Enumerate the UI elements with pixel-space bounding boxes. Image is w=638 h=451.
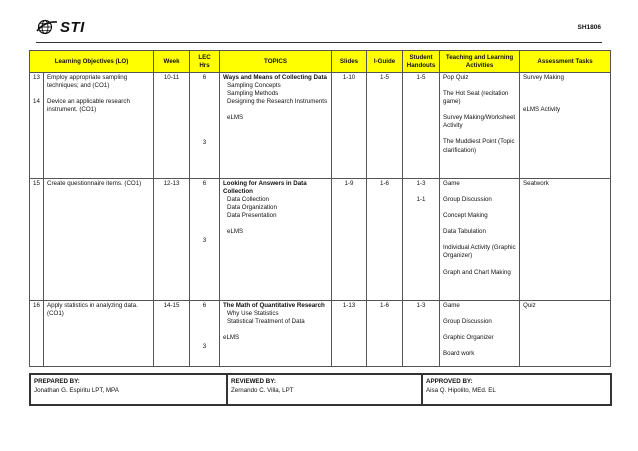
topic-extra: eLMS [227, 114, 244, 122]
topic-title: Ways and Means of Collecting Data [223, 74, 327, 81]
topics-cell [220, 301, 332, 367]
iguide-cell: 1-6 [367, 301, 403, 367]
row-number: 13 [33, 74, 40, 81]
slides-cell: 1-9 [332, 179, 367, 301]
activity-item: Graph and Chart Making [443, 268, 511, 276]
reviewed-by-label: REVIEWED BY: [231, 378, 276, 385]
lec-hrs-value: 3 [202, 343, 207, 351]
reviewed-by-name: Zernando C. Villa, LPT [231, 387, 294, 394]
topic-item: Statistical Treatment of Data [227, 318, 305, 326]
lec-hrs-value: 6 [202, 302, 207, 309]
row-number: 14 [33, 98, 40, 106]
activity-item: Group Discussion [443, 318, 492, 326]
objectives-cell [44, 179, 154, 301]
activity-item: Game [443, 302, 460, 309]
slides-cell: 1-10 [332, 73, 367, 179]
lec-hrs-value: 3 [202, 139, 207, 147]
col-header-topics: TOPICS [220, 51, 332, 73]
objective-text: Create questionnaire items. (CO1) [47, 180, 142, 187]
logo-text: STI [60, 18, 85, 36]
table-row [30, 301, 611, 367]
lec-hrs-value: 3 [202, 237, 207, 245]
topic-item: Data Collection [227, 196, 269, 204]
col-header-lec-hrs: LEC Hrs [190, 51, 220, 73]
handout-value: 1-3 [416, 180, 426, 187]
col-header-assessment: Assessment Tasks [520, 51, 611, 73]
row-number-cell [30, 73, 44, 179]
document-code: SH1806 [577, 24, 601, 31]
table-header-row [30, 51, 611, 73]
topics-cell [220, 179, 332, 301]
handout-value: 1-3 [416, 302, 426, 309]
slides-cell: 1-13 [332, 301, 367, 367]
row-number: 15 [33, 180, 40, 187]
lec-hrs-cell [190, 73, 220, 179]
topic-item: Why Use Statistics [227, 310, 279, 318]
prepared-by-name: Jonathan G. Espiritu LPT, MPA [34, 387, 119, 394]
col-header-iguide: I-Guide [367, 51, 403, 73]
topic-title: The Math of Quantitative Research [223, 302, 325, 309]
reviewed-by-cell [227, 374, 422, 405]
lec-hrs-value: 6 [202, 74, 207, 81]
activity-item: Survey Making/Worksheet Activity [443, 114, 516, 130]
header-divider [36, 42, 602, 43]
activity-item: Game [443, 180, 460, 187]
week-cell: 10-11 [154, 73, 190, 179]
approved-by-cell [422, 374, 611, 405]
assessment-item: Survey Making [523, 74, 564, 81]
assessment-item: eLMS Activity [523, 106, 561, 114]
topic-extra: eLMS [227, 228, 244, 236]
activity-item: The Muddiest Point (Topic clarification) [443, 138, 515, 154]
prepared-by-label: PREPARED BY: [34, 378, 80, 385]
lec-hrs-cell [190, 179, 220, 301]
topic-title: Looking for Answers in Data Collection [223, 180, 307, 196]
approved-by-label: APPROVED BY: [426, 378, 473, 385]
week-cell: 14-15 [154, 301, 190, 367]
topic-item: Sampling Concepts [227, 82, 281, 90]
activities-cell [440, 301, 520, 367]
signature-row [30, 374, 611, 405]
objective-text: Apply statistics in analyzing data. (CO1) [47, 302, 138, 318]
row-number: 16 [33, 302, 40, 309]
handouts-cell [403, 179, 440, 301]
col-header-slides: Slides [332, 51, 367, 73]
handout-value: 1-5 [416, 74, 426, 81]
col-header-week: Week [154, 51, 190, 73]
row-number-cell [30, 301, 44, 367]
objectives-cell [44, 73, 154, 179]
activity-item: Pop Quiz [443, 74, 469, 81]
objective-text: Employ appropriate sampling techniques; and (CO1) [47, 74, 128, 90]
topic-item: Data Organization [227, 204, 277, 212]
activity-item: Graphic Organizer [443, 334, 494, 342]
approved-by-name: Aisa Q. Hipolito, MEd. EL [426, 387, 496, 394]
assessment-item: Seatwork [523, 180, 549, 187]
handout-value: 1-1 [416, 196, 426, 204]
sti-globe-icon [36, 19, 58, 35]
activity-item: Concept Making [443, 212, 488, 220]
topics-cell [220, 73, 332, 179]
table-row [30, 179, 611, 301]
iguide-cell: 1-5 [367, 73, 403, 179]
assessment-cell [520, 301, 611, 367]
activity-item: Individual Activity (Graphic Organizer) [443, 244, 516, 260]
activity-item: The Hot Seat (recitation game) [443, 90, 509, 106]
col-header-handouts: Student Handouts [403, 51, 440, 73]
handouts-cell [403, 73, 440, 179]
signature-table [29, 373, 612, 406]
objective-text: Device an applicable research instrument. (CO1) [47, 98, 130, 114]
assessment-cell [520, 179, 611, 301]
week-cell: 12-13 [154, 179, 190, 301]
objectives-cell [44, 301, 154, 367]
col-header-activities: Teaching and Learning Activities [440, 51, 520, 73]
lec-hrs-value: 6 [202, 180, 207, 187]
activity-item: Board work [443, 350, 475, 358]
handouts-cell [403, 301, 440, 367]
activities-cell [440, 73, 520, 179]
table-row [30, 73, 611, 179]
topic-item: Designing the Research Instruments [227, 98, 328, 106]
topic-item: Sampling Methods [227, 90, 279, 98]
col-header-objectives: Learning Objectives (LO) [30, 51, 154, 73]
activity-item: Group Discussion [443, 196, 492, 204]
activities-cell [440, 179, 520, 301]
lec-hrs-cell [190, 301, 220, 367]
activity-item: Data Tabulation [443, 228, 486, 236]
row-number-cell [30, 179, 44, 301]
sti-logo [36, 18, 85, 36]
topic-extra: eLMS [223, 334, 240, 342]
assessment-cell [520, 73, 611, 179]
prepared-by-cell [30, 374, 227, 405]
iguide-cell: 1-6 [367, 179, 403, 301]
syllabus-table [29, 50, 611, 367]
topic-item: Data Presentation [227, 212, 277, 220]
assessment-item: Quiz [523, 302, 536, 309]
